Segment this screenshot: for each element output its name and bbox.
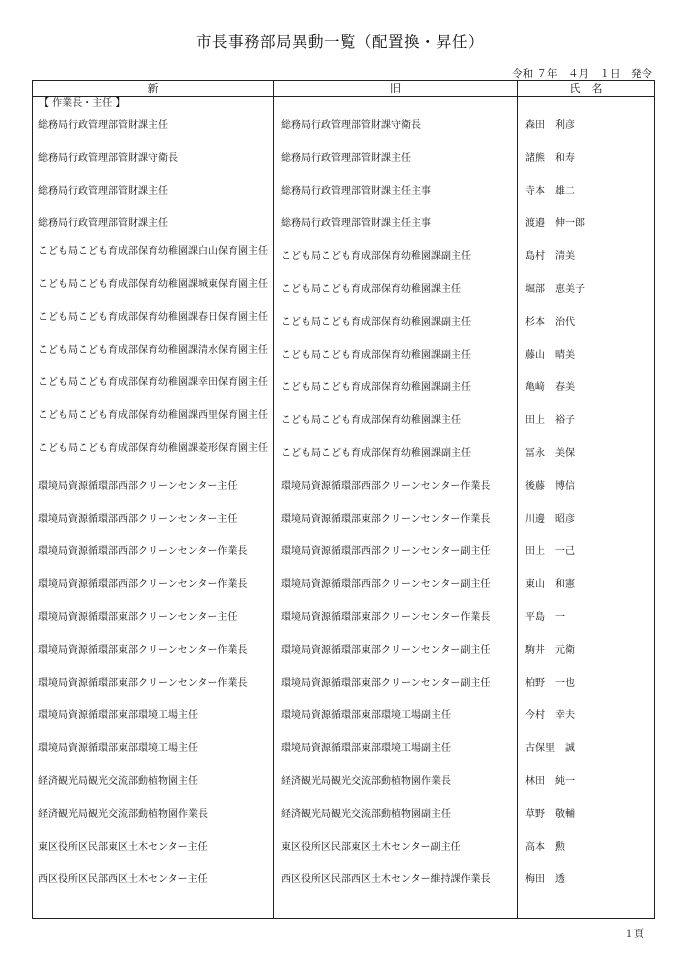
- row-name: 杉本 治代: [525, 316, 575, 328]
- row-old-position: こども局こども育成部保育幼稚園課主任: [281, 415, 461, 427]
- row-new-position: こども局こども育成部保育幼稚園課城東保育園主任: [38, 279, 268, 290]
- row-old-position: 総務局行政管理部管財課守衛長: [281, 120, 421, 131]
- row-old-position: 西区役所区民部西区土木センター維持課作業長: [281, 874, 491, 886]
- row-name: 駒井 元衛: [525, 644, 575, 656]
- row-new-position: こども局こども育成部保育幼稚園課白山保育園主任: [38, 246, 268, 258]
- row-name: 堀部 恵美子: [525, 284, 585, 295]
- row-old-position: 環境局資源循環部東部環境工場副主任: [281, 710, 451, 722]
- row-new-position: 環境局資源循環部西部クリーンセンター主任: [38, 480, 238, 492]
- row-new-position: 環境局資源循環部西部クリーンセンター主任: [38, 513, 238, 525]
- page-number: １頁: [624, 929, 644, 940]
- row-new-position: 総務局行政管理部管財課主任: [38, 218, 168, 230]
- row-name: 後藤 博信: [525, 480, 575, 492]
- header-old: 旧: [390, 82, 401, 95]
- row-old-position: こども局こども育成部保育幼稚園課主任: [281, 284, 461, 295]
- header-divider: [33, 96, 654, 97]
- row-new-position: 経済観光局観光交流部動植物園作業長: [38, 808, 208, 820]
- row-new-position: こども局こども育成部保育幼稚園課春日保育園主任: [38, 311, 268, 323]
- row-old-position: 環境局資源循環部東部クリーンセンター副主任: [281, 644, 491, 656]
- row-old-position: こども局こども育成部保育幼稚園課副主任: [281, 316, 471, 328]
- row-new-position: 環境局資源循環部東部クリーンセンター作業長: [38, 677, 248, 689]
- row-name: 川邊 昭彦: [525, 513, 575, 525]
- row-new-position: 経済観光局観光交流部動植物園主任: [38, 776, 198, 787]
- row-new-position: 環境局資源循環部西部クリーンセンター作業長: [38, 546, 248, 558]
- row-old-position: 総務局行政管理部管財課主任主事: [281, 185, 431, 197]
- row-old-position: 環境局資源循環部西部クリーンセンター副主任: [281, 546, 491, 558]
- row-name: 高本 勲: [525, 841, 565, 853]
- row-new-position: 西区役所区民部西区土木センター主任: [38, 874, 208, 886]
- row-old-position: こども局こども育成部保育幼稚園課副主任: [281, 448, 471, 459]
- personnel-table: [32, 80, 655, 919]
- issue-date: 令和 ７年 ４月 １日 発令: [512, 68, 652, 80]
- row-old-position: 環境局資源循環部西部クリーンセンター作業長: [281, 480, 491, 492]
- row-new-position: 環境局資源循環部東部環境工場主任: [38, 710, 198, 722]
- row-new-position: 環境局資源循環部西部クリーンセンター作業長: [38, 579, 248, 591]
- column-divider: [517, 81, 518, 918]
- row-name: 草野 敬輔: [525, 808, 575, 820]
- row-name: 平島 一: [525, 612, 565, 623]
- row-old-position: 環境局資源循環部東部環境工場副主任: [281, 743, 451, 755]
- row-new-position: こども局こども育成部保育幼稚園課清水保育園主任: [38, 344, 268, 356]
- header-name: 氏 名: [569, 82, 603, 95]
- row-old-position: こども局こども育成部保育幼稚園課副主任: [281, 251, 471, 263]
- row-name: 林田 純一: [525, 776, 575, 787]
- row-old-position: 環境局資源循環部東部クリーンセンター作業長: [281, 513, 491, 525]
- row-name: 藤山 晴美: [525, 349, 575, 361]
- row-old-position: 経済観光局観光交流部動植物園作業長: [281, 776, 451, 787]
- row-name: 東山 和憲: [525, 579, 575, 591]
- row-name: 古保里 誠: [525, 743, 575, 755]
- row-name: 今村 幸夫: [525, 710, 575, 722]
- row-name: 柏野 一也: [525, 677, 575, 689]
- row-old-position: こども局こども育成部保育幼稚園課副主任: [281, 382, 471, 394]
- row-old-position: こども局こども育成部保育幼稚園課副主任: [281, 349, 471, 361]
- row-new-position: 総務局行政管理部管財課守衛長: [38, 152, 178, 164]
- row-new-position: こども局こども育成部保育幼稚園課幸田保育園主任: [38, 377, 268, 389]
- row-new-position: 環境局資源循環部東部クリーンセンター主任: [38, 612, 238, 623]
- row-new-position: 東区役所区民部東区土木センター主任: [38, 841, 208, 853]
- section-label: 【 作業長・主任 】: [39, 98, 126, 109]
- row-old-position: 経済観光局観光交流部動植物園副主任: [281, 808, 451, 820]
- row-name: 梅田 透: [525, 874, 565, 886]
- row-name: 渡邉 伸一郎: [525, 218, 585, 230]
- row-old-position: 環境局資源循環部東部クリーンセンター作業長: [281, 612, 491, 623]
- row-old-position: 環境局資源循環部東部クリーンセンター副主任: [281, 677, 491, 689]
- column-divider: [273, 81, 274, 918]
- row-name: 寺本 雄二: [525, 185, 575, 197]
- row-new-position: 総務局行政管理部管財課主任: [38, 185, 168, 197]
- row-old-position: 総務局行政管理部管財課主任: [281, 152, 411, 164]
- row-new-position: 環境局資源循環部東部環境工場主任: [38, 743, 198, 755]
- row-old-position: 環境局資源循環部西部クリーンセンター副主任: [281, 579, 491, 591]
- row-new-position: こども局こども育成部保育幼稚園課西里保育園主任: [38, 410, 268, 422]
- header-new: 新: [147, 82, 159, 95]
- row-name: 森田 利彦: [525, 120, 575, 131]
- row-old-position: 東区役所区民部東区土木センター副主任: [281, 841, 461, 853]
- row-name: 諸熊 和寿: [525, 152, 575, 164]
- row-old-position: 総務局行政管理部管財課主任主事: [281, 218, 431, 230]
- row-new-position: 総務局行政管理部管財課主任: [38, 120, 168, 131]
- page-title: 市長事務部局異動一覧（配置換・昇任）: [195, 33, 484, 51]
- row-name: 亀﨑 春美: [525, 382, 575, 394]
- row-name: 田上 一己: [525, 546, 575, 558]
- row-name: 田上 裕子: [525, 415, 575, 427]
- row-name: 冨永 美保: [525, 448, 575, 459]
- row-name: 島村 清美: [525, 251, 575, 263]
- row-new-position: 環境局資源循環部東部クリーンセンター作業長: [38, 644, 248, 656]
- row-new-position: こども局こども育成部保育幼稚園課菱形保育園主任: [38, 443, 268, 454]
